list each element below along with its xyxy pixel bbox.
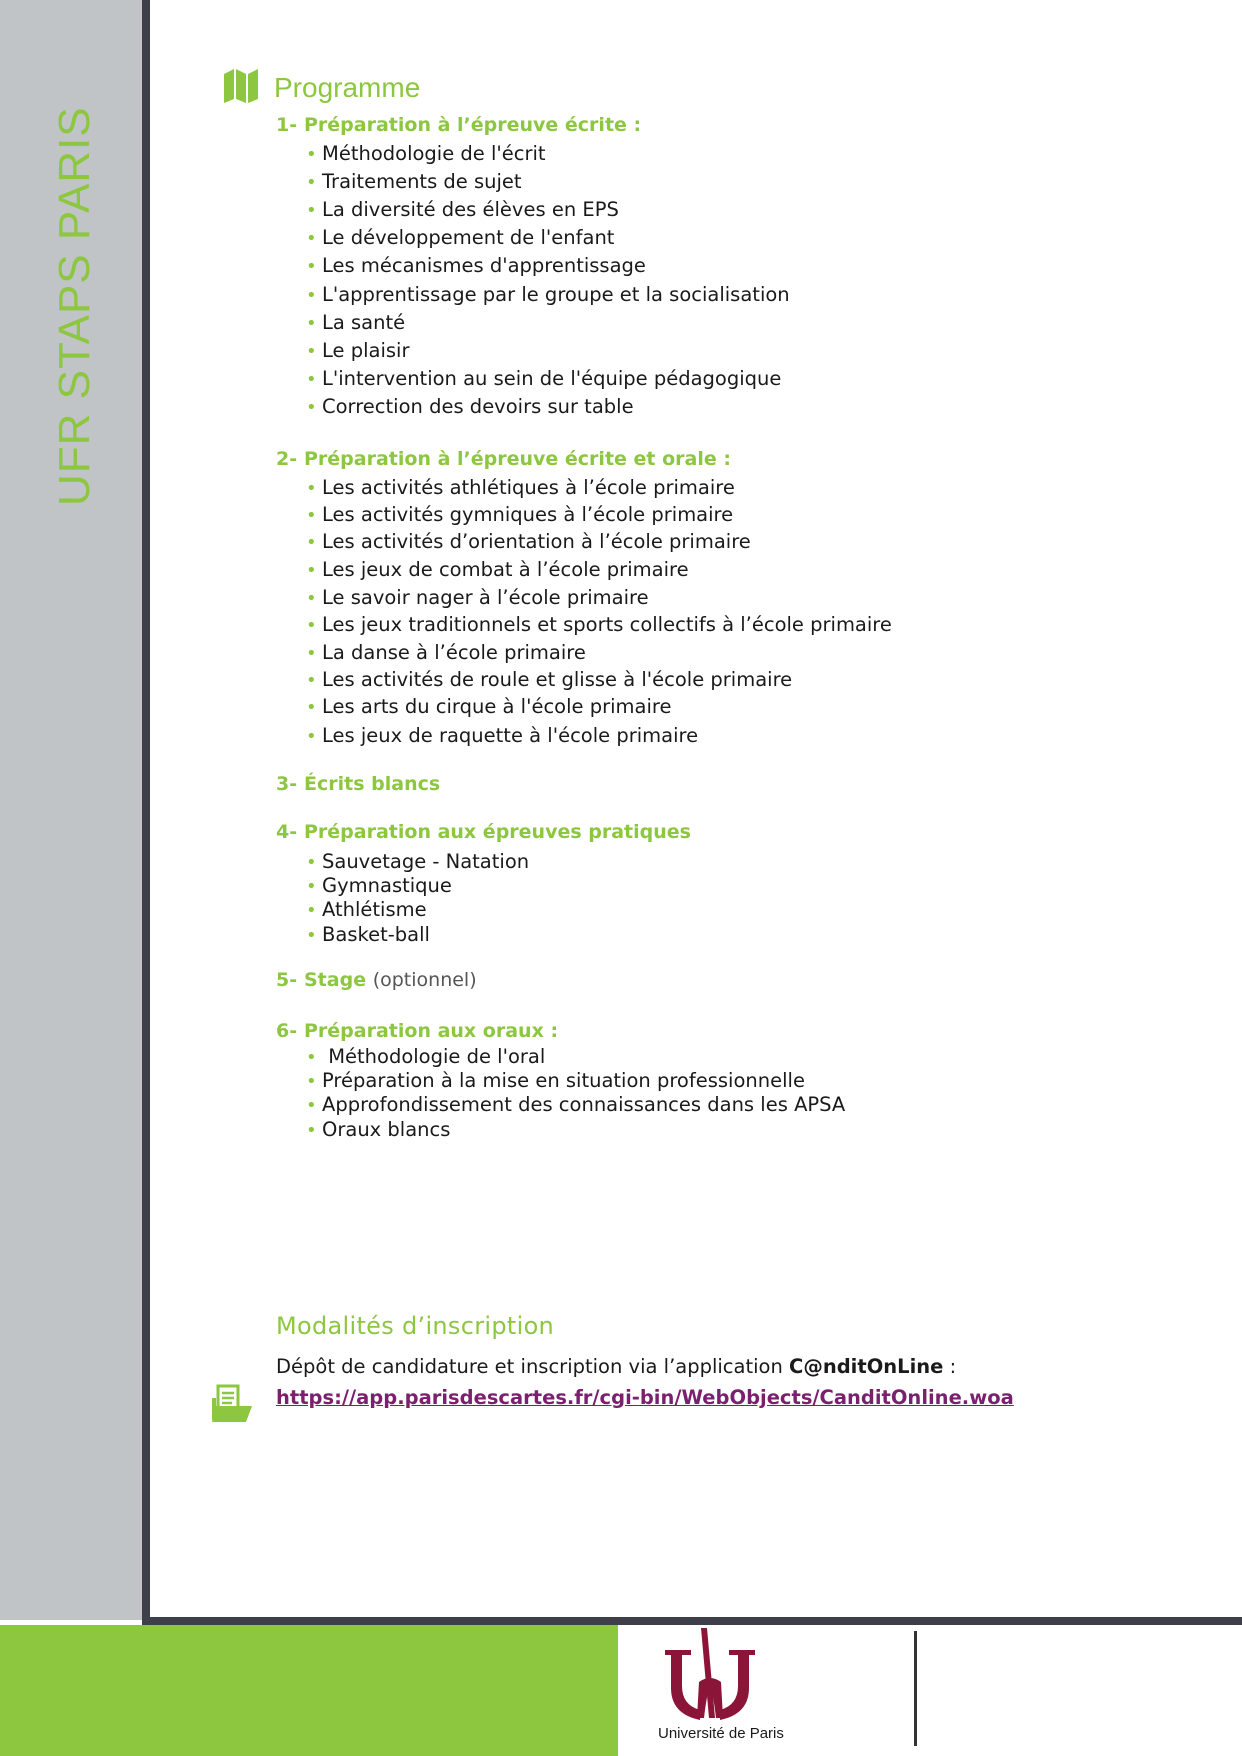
list-item-text: Sauvetage - Natation [322,850,530,873]
list-item [306,1093,845,1116]
modalites-text-after: : [943,1355,957,1378]
list-item [306,254,646,277]
list-item [306,641,586,664]
list-item-text: Le plaisir [322,339,410,362]
section-title: Écrits blancs [304,773,441,795]
list-item [306,898,427,921]
list-item-text: Athlétisme [322,898,427,921]
section-title: Préparation aux oraux : [304,1020,559,1042]
bullet-icon: • [306,670,317,691]
list-item-text: Les activités d’orientation à l’école primaire [322,530,751,553]
section-heading-6 [276,1020,558,1042]
list-item [306,586,649,609]
bullet-icon: • [306,615,317,636]
list-item [306,668,792,691]
list-item [306,874,452,897]
list-item-text: Basket-ball [322,923,430,946]
programme-title: Programme [274,71,421,103]
list-item [306,1045,545,1068]
university-name: Université de Paris [658,1725,784,1742]
bullet-icon: • [306,285,317,306]
section-number: 2- [276,448,298,470]
candit-online-link[interactable]: https://app.parisdescartes.fr/cgi-bin/WebObjects/CanditOnline.woa [276,1386,1014,1409]
bullet-icon: • [306,144,317,165]
list-item [306,923,430,946]
list-item [306,198,619,221]
list-item-text: Les mécanismes d'apprentissage [322,254,646,277]
list-item [306,170,522,193]
list-item [306,724,698,747]
list-item [306,311,405,334]
section-heading-1 [276,114,641,136]
list-item [306,476,735,499]
list-item [306,695,671,718]
file-folder-icon [210,1384,254,1429]
sidebar-divider [142,0,150,1625]
section-title: Préparation à l’épreuve écrite : [304,114,642,136]
section-title: Stage [304,969,367,991]
modalites-text-before: Dépôt de candidature et inscription via l’application [276,1355,790,1378]
list-item-text: Les activités de roule et glisse à l'école primaire [322,668,793,691]
bullet-icon: • [306,256,317,277]
list-item [306,613,892,636]
section-title: Préparation aux épreuves pratiques [304,821,691,843]
bullet-icon: • [306,697,317,718]
list-item [306,1069,805,1092]
list-item-text: Les activités gymniques à l’école primaire [322,503,734,526]
bullet-icon: • [306,313,317,334]
section-number: 4- [276,821,298,843]
list-item-text: Les arts du cirque à l'école primaire [322,695,672,718]
list-item-text: Le savoir nager à l’école primaire [322,586,649,609]
footer-divider [914,1631,917,1746]
list-item [306,142,546,165]
list-item-text: L'intervention au sein de l'équipe pédagogique [322,367,782,390]
section-heading-2 [276,448,731,470]
list-item-text: Oraux blancs [322,1118,451,1141]
bullet-icon: • [306,852,317,873]
bullet-icon: • [306,200,317,221]
section-title: Préparation à l’épreuve écrite et orale : [304,448,731,470]
map-icon [222,66,260,109]
list-item-text: Les jeux traditionnels et sports collectifs à l’école primaire [322,613,892,636]
list-item-text: La diversité des élèves en EPS [322,198,619,221]
list-item [306,503,733,526]
modalites-title: Modalités d’inscription [276,1312,555,1340]
list-item-text: Préparation à la mise en situation professionnelle [322,1069,805,1092]
section-heading-4 [276,821,691,843]
list-item [306,339,409,362]
programme-header [222,66,420,109]
list-item [306,530,751,553]
list-item-text: Approfondissement des connaissances dans les APSA [322,1093,846,1116]
section-number: 5- [276,969,298,991]
list-item-text: Les activités athlétiques à l’école primaire [322,476,735,499]
bullet-icon: • [306,369,317,390]
bullet-icon: • [306,925,317,946]
bullet-icon: • [306,397,317,418]
bullet-icon: • [306,1095,317,1116]
list-item-text: Les jeux de combat à l’école primaire [322,558,689,581]
bullet-icon: • [306,532,317,553]
section-number: 3- [276,773,298,795]
section-note: (optionnel) [372,969,477,991]
list-item-text: Méthodologie de l'écrit [322,142,546,165]
list-item [306,283,790,306]
list-item [306,367,781,390]
list-item-text: Traitements de sujet [322,170,522,193]
list-item-text: Correction des devoirs sur table [322,395,634,418]
list-item [306,395,634,418]
list-item [306,850,529,873]
bullet-icon: • [306,478,317,499]
bullet-icon: • [306,876,317,897]
list-item-text: La santé [322,311,406,334]
app-name: C@nditOnLine [789,1355,944,1378]
list-item-text: Le développement de l'enfant [322,226,615,249]
bullet-icon: • [306,1071,317,1092]
list-item [306,226,614,249]
bullet-icon: • [306,1120,317,1141]
bullet-icon: • [306,643,317,664]
list-item [306,558,689,581]
bullet-icon: • [306,726,317,747]
bullet-icon: • [306,1047,317,1068]
list-item [306,1118,450,1141]
bullet-icon: • [306,560,317,581]
section-heading-3 [276,773,440,795]
section-number: 6- [276,1020,298,1042]
footer-green-band [0,1625,618,1756]
bullet-icon: • [306,900,317,921]
bullet-icon: • [306,588,317,609]
list-item-text: Méthodologie de l'oral [322,1045,546,1068]
bullet-icon: • [306,505,317,526]
bullet-icon: • [306,228,317,249]
list-item-text: Les jeux de raquette à l'école primaire [322,724,699,747]
modalites-text [276,1355,956,1378]
bullet-icon: • [306,172,317,193]
list-item-text: La danse à l’école primaire [322,641,586,664]
section-heading-5 [276,969,477,991]
section-number: 1- [276,114,298,136]
bullet-icon: • [306,341,317,362]
list-item-text: L'apprentissage par le groupe et la socialisation [322,283,790,306]
list-item-text: Gymnastique [322,874,452,897]
vertical-title: UFR STAPS PARIS [50,106,99,506]
